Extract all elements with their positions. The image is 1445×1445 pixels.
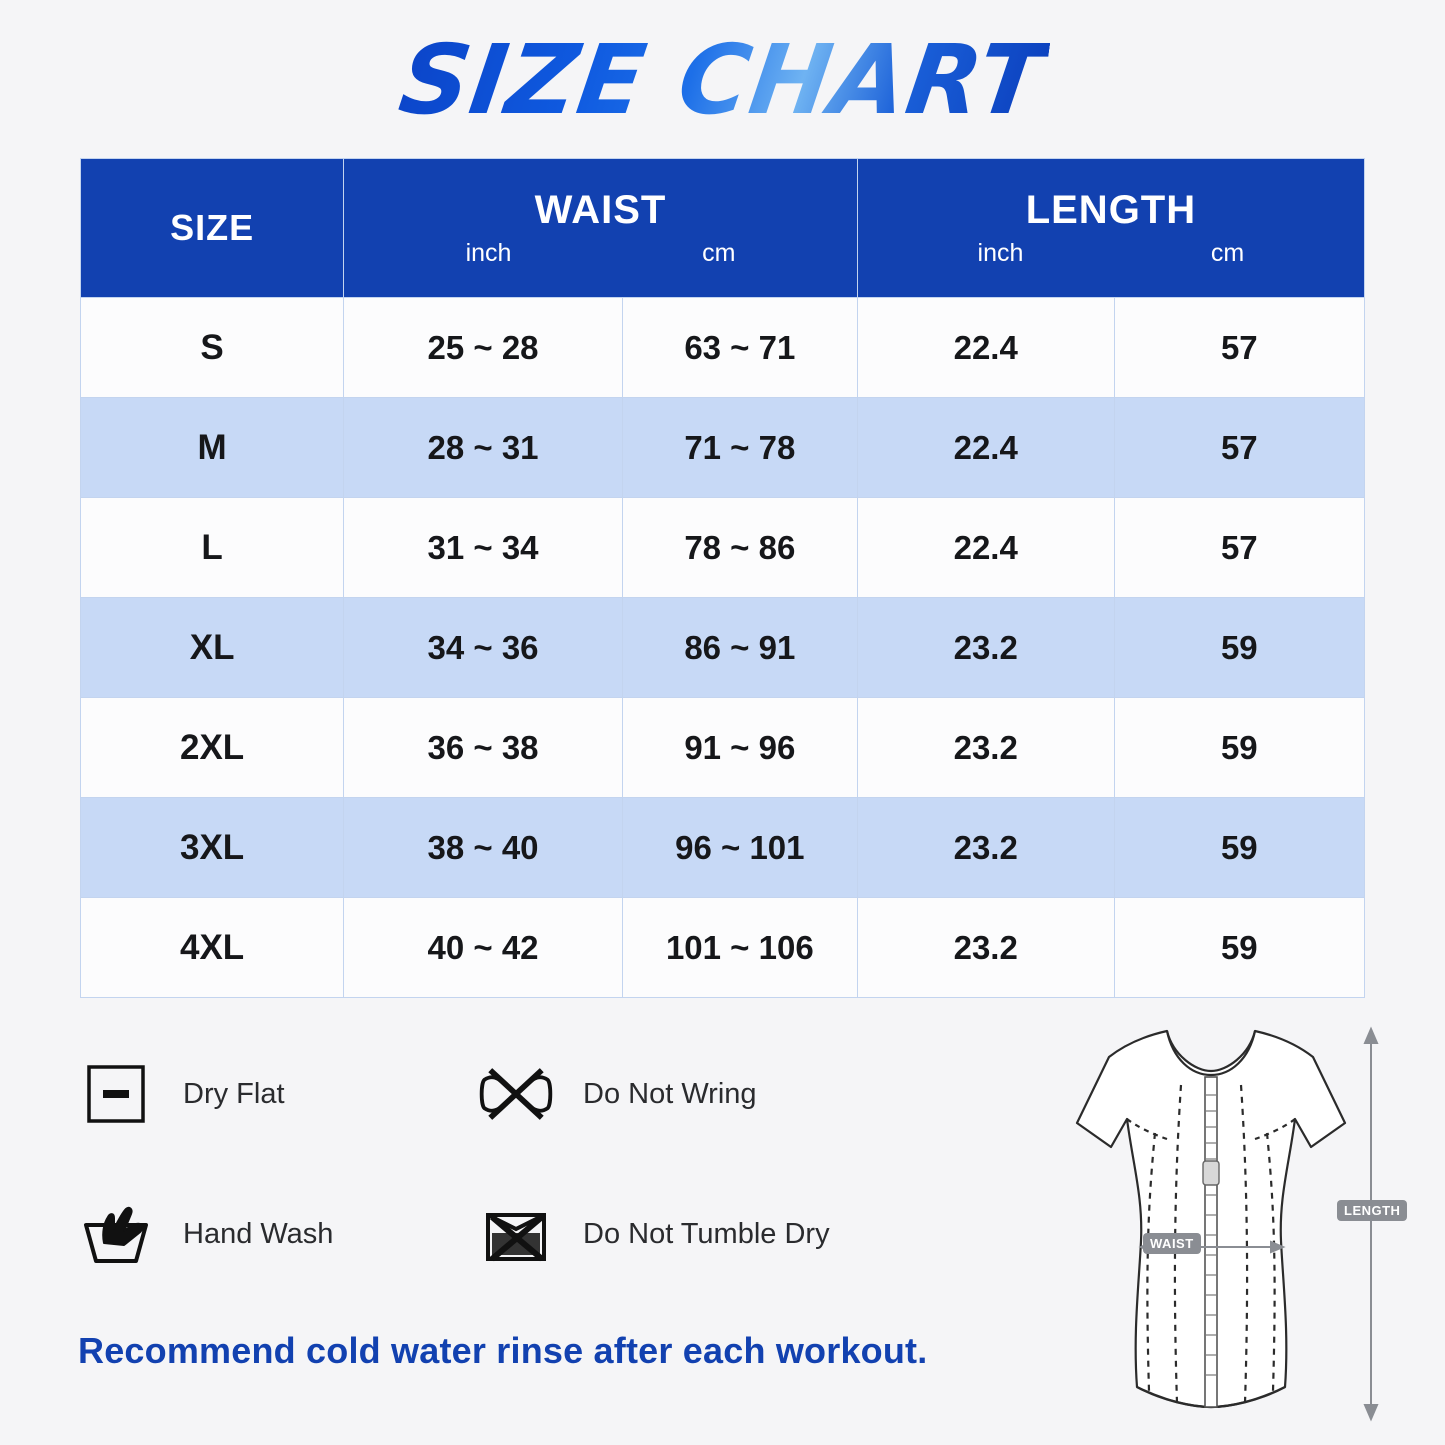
care-label: Do Not Tumble Dry xyxy=(583,1217,830,1250)
size-table-body xyxy=(81,298,1365,998)
cell-size: 4XL xyxy=(81,898,344,998)
size-table xyxy=(80,158,1365,998)
cell-size: XL xyxy=(81,598,344,698)
cell-waist-inch: 40 ~ 42 xyxy=(344,898,623,998)
cell-waist-cm: 101 ~ 106 xyxy=(622,898,857,998)
cell-waist-cm: 86 ~ 91 xyxy=(622,598,857,698)
care-item-do-not-wring xyxy=(475,1055,875,1133)
page-title-wrap xyxy=(0,0,1445,136)
cell-size: L xyxy=(81,498,344,598)
page-title: SIZE CHART xyxy=(392,24,1053,136)
header-length-cm: cm xyxy=(1210,239,1245,267)
cell-size: 2XL xyxy=(81,698,344,798)
cell-length-inch: 22.4 xyxy=(857,498,1114,598)
cell-waist-cm: 71 ~ 78 xyxy=(622,398,857,498)
care-label: Dry Flat xyxy=(183,1077,285,1110)
care-instructions xyxy=(75,1055,935,1335)
table-row xyxy=(81,798,1365,898)
length-measure-badge: LENGTH xyxy=(1337,1200,1407,1221)
cell-waist-cm: 96 ~ 101 xyxy=(622,798,857,898)
cell-size: 3XL xyxy=(81,798,344,898)
cell-length-inch: 23.2 xyxy=(857,598,1114,698)
cell-length-inch: 22.4 xyxy=(857,398,1114,498)
do-not-wring-icon xyxy=(475,1055,557,1133)
care-label: Hand Wash xyxy=(183,1217,334,1250)
header-waist: WAIST inch cm xyxy=(344,159,858,298)
care-row-1 xyxy=(75,1055,935,1133)
cell-length-inch: 23.2 xyxy=(857,898,1114,998)
table-row xyxy=(81,498,1365,598)
table-row xyxy=(81,698,1365,798)
cell-waist-inch: 31 ~ 34 xyxy=(344,498,623,598)
cell-length-cm: 59 xyxy=(1114,698,1364,798)
care-row-2 xyxy=(75,1195,935,1273)
waist-measure-badge: WAIST xyxy=(1143,1233,1201,1254)
cell-waist-inch: 28 ~ 31 xyxy=(344,398,623,498)
size-table-head xyxy=(81,159,1365,298)
cell-waist-inch: 25 ~ 28 xyxy=(344,298,623,398)
dry-flat-icon xyxy=(75,1055,157,1133)
cell-length-inch: 23.2 xyxy=(857,698,1114,798)
cell-waist-cm: 91 ~ 96 xyxy=(622,698,857,798)
cell-size: S xyxy=(81,298,344,398)
header-length-inch: inch xyxy=(977,239,1024,267)
table-row xyxy=(81,598,1365,698)
table-header-row xyxy=(81,159,1365,298)
cell-waist-cm: 63 ~ 71 xyxy=(622,298,857,398)
table-row xyxy=(81,298,1365,398)
table-row xyxy=(81,398,1365,498)
care-item-dry-flat xyxy=(75,1055,475,1133)
header-waist-inch: inch xyxy=(465,239,512,267)
header-size: SIZE xyxy=(81,159,344,298)
care-item-hand-wash xyxy=(75,1195,475,1273)
cell-size: M xyxy=(81,398,344,498)
cell-length-cm: 59 xyxy=(1114,898,1364,998)
size-table-wrap xyxy=(80,158,1365,998)
cell-waist-inch: 34 ~ 36 xyxy=(344,598,623,698)
cell-waist-inch: 38 ~ 40 xyxy=(344,798,623,898)
table-row xyxy=(81,898,1365,998)
recommendation-note: Recommend cold water rinse after each workout. xyxy=(78,1330,928,1371)
cell-length-cm: 57 xyxy=(1114,498,1364,598)
cell-waist-cm: 78 ~ 86 xyxy=(622,498,857,598)
hand-wash-icon xyxy=(75,1195,157,1273)
care-item-do-not-tumble-dry xyxy=(475,1195,875,1273)
cell-length-inch: 23.2 xyxy=(857,798,1114,898)
cell-length-cm: 57 xyxy=(1114,298,1364,398)
cell-waist-inch: 36 ~ 38 xyxy=(344,698,623,798)
cell-length-inch: 22.4 xyxy=(857,298,1114,398)
cell-length-cm: 57 xyxy=(1114,398,1364,498)
garment-diagram xyxy=(959,1015,1409,1435)
header-waist-cm: cm xyxy=(702,239,736,267)
care-label: Do Not Wring xyxy=(583,1077,757,1110)
cell-length-cm: 59 xyxy=(1114,798,1364,898)
cell-length-cm: 59 xyxy=(1114,598,1364,698)
do-not-tumble-dry-icon xyxy=(475,1195,557,1273)
header-length: LENGTH inch cm xyxy=(857,159,1364,298)
